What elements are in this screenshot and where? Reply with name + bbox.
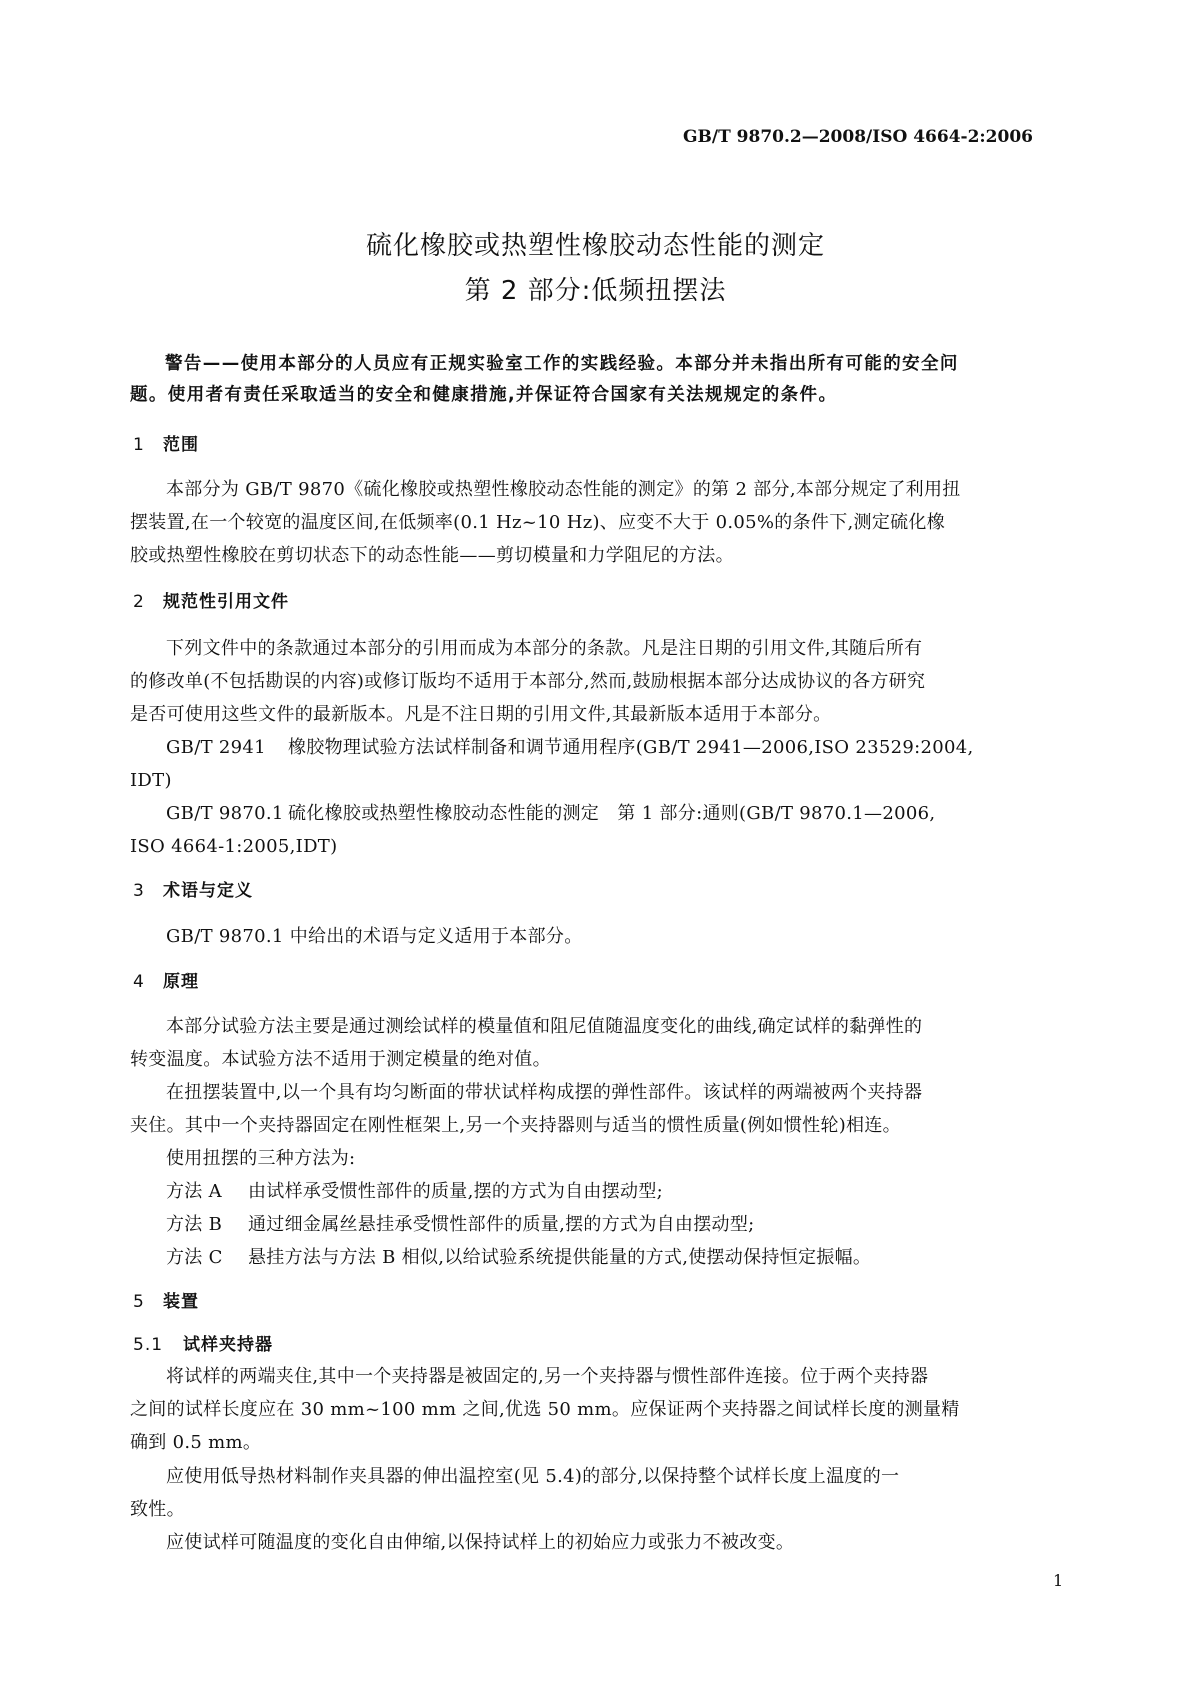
reference-gbt9870-1: GB/T 9870.1 硫化橡胶或热塑性橡胶动态性能的测定 第 1 部分:通则(GB/T 9870.1—2006, — [166, 803, 936, 824]
section-5-heading: 5 装置 — [133, 1292, 199, 1312]
section-5-1-text-line: 之间的试样长度应在 30 mm~100 mm 之间,优选 50 mm。应保证两个夹持器之间试样长度的测量精 — [130, 1399, 960, 1420]
warning-line-1: 警告——使用本部分的人员应有正规实验室工作的实践经验。本部分并未指出所有可能的安全问 — [165, 354, 959, 374]
section-1-heading: 1 范围 — [133, 435, 199, 455]
standard-number: GB/T 9870.2—2008/ISO 4664-2:2006 — [683, 127, 1033, 147]
section-1-text-line: 本部分为 GB/T 9870《硫化橡胶或热塑性橡胶动态性能的测定》的第 2 部分,本部分规定了利用扭 — [166, 479, 961, 500]
warning-line-2: 题。使用者有责任采取适当的安全和健康措施,并保证符合国家有关法规规定的条件。 — [130, 385, 838, 405]
page-number: 1 — [1053, 1571, 1064, 1590]
section-4-text-line: 在扭摆装置中,以一个具有均匀断面的带状试样构成摆的弹性部件。该试样的两端被两个夹持器 — [166, 1082, 923, 1103]
section-2-text-line: 下列文件中的条款通过本部分的引用而成为本部分的条款。凡是注日期的引用文件,其随后所有 — [166, 638, 923, 659]
section-4-text-line: 转变温度。本试验方法不适用于测定模量的绝对值。 — [130, 1049, 551, 1070]
document-subtitle: 第 2 部分:低频扭摆法 — [464, 276, 727, 306]
section-4-text-line: 使用扭摆的三种方法为: — [166, 1148, 356, 1169]
reference-gbt2941: GB/T 2941 橡胶物理试验方法试样制备和调节通用程序(GB/T 2941—2006,ISO 23529:2004, — [166, 737, 974, 758]
section-5-1-text-line: 确到 0.5 mm。 — [130, 1432, 262, 1453]
section-3-heading: 3 术语与定义 — [133, 881, 253, 901]
section-5-1-text-line: 致性。 — [130, 1499, 185, 1520]
section-2-heading: 2 规范性引用文件 — [133, 592, 289, 612]
section-5-1-text-line: 应使试样可随温度的变化自由伸缩,以保持试样上的初始应力或张力不被改变。 — [166, 1532, 795, 1553]
method-b: 方法 B 通过细金属丝悬挂承受惯性部件的质量,摆的方式为自由摆动型; — [166, 1214, 755, 1235]
section-5-1-text-line: 应使用低导热材料制作夹具器的伸出温控室(见 5.4)的部分,以保持整个试样长度上温度的一 — [166, 1466, 900, 1487]
reference-gbt2941-cont: IDT) — [130, 770, 172, 791]
section-4-text-line: 本部分试验方法主要是通过测绘试样的模量值和阻尼值随温度变化的曲线,确定试样的黏弹性的 — [166, 1016, 923, 1037]
section-3-text-line: GB/T 9870.1 中给出的术语与定义适用于本部分。 — [166, 926, 583, 947]
method-c: 方法 C 悬挂方法与方法 B 相似,以给试验系统提供能量的方式,使摆动保持恒定振幅。 — [166, 1247, 872, 1268]
section-4-text-line: 夹住。其中一个夹持器固定在刚性框架上,另一个夹持器则与适当的惯性质量(例如惯性轮)相连。 — [130, 1115, 901, 1136]
section-2-text-line: 是否可使用这些文件的最新版本。凡是不注日期的引用文件,其最新版本适用于本部分。 — [130, 704, 832, 725]
section-5-1-text-line: 将试样的两端夹住,其中一个夹持器是被固定的,另一个夹持器与惯性部件连接。位于两个夹持器 — [166, 1366, 929, 1387]
section-2-text-line: 的修改单(不包括勘误的内容)或修订版均不适用于本部分,然而,鼓励根据本部分达成协议的各方研究 — [130, 671, 926, 692]
section-1-text-line: 摆装置,在一个较宽的温度区间,在低频率(0.1 Hz~10 Hz)、应变不大于 0.05%的条件下,测定硫化橡 — [130, 512, 946, 533]
section-1-text-line: 胶或热塑性橡胶在剪切状态下的动态性能——剪切模量和力学阻尼的方法。 — [130, 545, 734, 566]
method-a: 方法 A 由试样承受惯性部件的质量,摆的方式为自由摆动型; — [166, 1181, 663, 1202]
section-4-heading: 4 原理 — [133, 972, 199, 992]
section-5-1-heading: 5.1 试样夹持器 — [133, 1335, 273, 1355]
document-title: 硫化橡胶或热塑性橡胶动态性能的测定 — [365, 231, 825, 261]
reference-gbt9870-1-cont: ISO 4664-1:2005,IDT) — [130, 836, 338, 857]
